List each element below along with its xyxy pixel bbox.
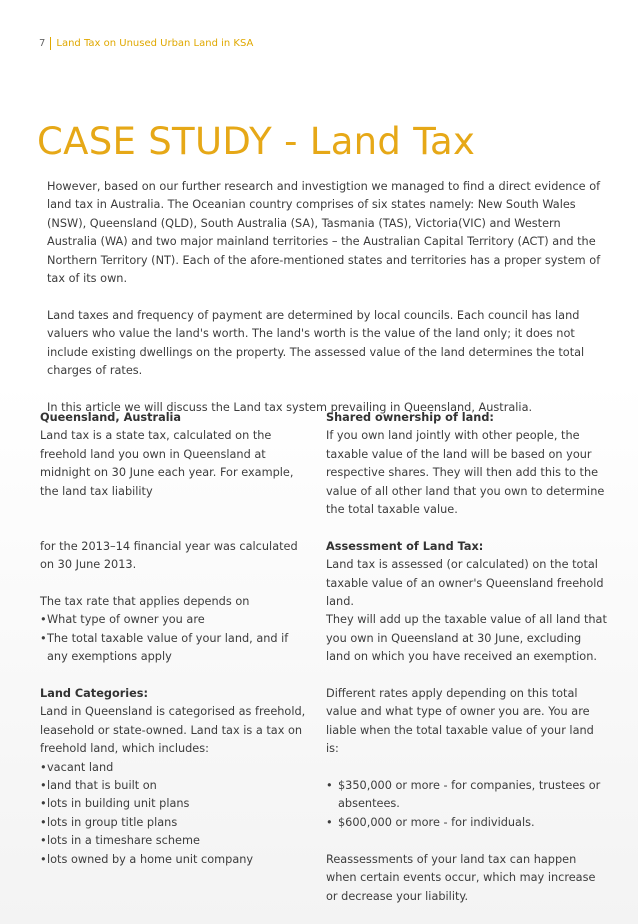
list-item: • vacant land (40, 759, 310, 777)
rate-factors-list (40, 611, 310, 666)
list-item: • What type of owner you are (40, 611, 310, 629)
shared-ownership-text: If you own land jointly with other people, the taxable value of the land will be based on your respective shares. They will then add this to the value of all other land that you own to determine the total taxable value. (326, 429, 605, 517)
list-item: • $350,000 or more - for companies, trustees or absentees. (326, 777, 608, 814)
assessment-text-2: They will add up the taxable value of all land that you own in Queensland at 30 June, excluding land on which you have received an exemption. (326, 613, 607, 664)
page-number: 7 (39, 38, 46, 49)
intro-paragraph-3: In this article we will discuss the Land tax system prevailing in Queensland, Australia. (47, 400, 533, 414)
intro-paragraph-2: Land taxes and frequency of payment are determined by local councils. Each council has land valuers who value the land's worth. The land's worth is the value of the land only; it does not include existing dwellings on the property. The assessed value of the land determines the total charges of rates. (47, 308, 585, 378)
queensland-heading: Queensland, Australia (40, 411, 182, 424)
land-categories-text: Land in Queensland is categorised as freehold, leasehold or state-owned. Land tax is a tax on freehold land, which includes: (40, 705, 306, 756)
rates-list (326, 777, 608, 832)
intro-paragraph-1: However, based on our further research and investigtion we managed to find a direct evidence of land tax in Australia. The Oceanian country comprises of six states namely: New South Wales (NSW), Queensland (QLD), South Australia (SA), Tasmania (TAS), Victoria(VIC) and Western Australia (WA) and two major mainland territories – the Australian Capital Territory (ACT) and the Northern Territory (NT). Each of the afore-mentioned states and territories has a proper system of tax of its own. (47, 180, 601, 286)
page-title: CASE STUDY - Land Tax (37, 120, 476, 163)
list-item: • $600,000 or more - for individuals. (326, 814, 608, 832)
right-column (326, 409, 608, 906)
list-item: • lots in a timeshare scheme (40, 832, 310, 850)
assessment-text: Land tax is assessed (or calculated) on the total taxable value of an owner's Queensland freehold land. (326, 558, 604, 609)
document-title: Land Tax on Unused Urban Land in KSA (56, 38, 254, 49)
list-item: • land that is built on (40, 777, 310, 795)
list-item: • lots in building unit plans (40, 795, 310, 813)
queensland-text: Land tax is a state tax, calculated on the freehold land you own in Queensland at midnight on 30 June each year. For example, the land tax liability (40, 429, 294, 498)
land-categories-heading: Land Categories: (40, 687, 149, 701)
list-item: • lots owned by a home unit company (40, 851, 310, 869)
reassessment-text: Reassessments of your land tax can happen when certain events occur, which may increase or decrease your liability. (326, 852, 596, 903)
queensland-text-continued: for the 2013–14 financial year was calculated on 30 June 2013. (40, 539, 298, 572)
page-header (39, 37, 253, 50)
left-column (40, 409, 310, 869)
list-item: • lots in group title plans (40, 814, 310, 832)
list-item: • The total taxable value of your land, and if any exemptions apply (40, 630, 310, 667)
intro-section (47, 178, 607, 436)
shared-ownership-heading: Shared ownership of land: (326, 411, 494, 424)
rates-text: Different rates apply depending on this total value and what type of owner you are. You are liable when the total taxable value of your land is: (326, 687, 594, 756)
header-divider (50, 37, 51, 50)
rate-intro: The tax rate that applies depends on (40, 595, 250, 609)
assessment-heading: Assessment of Land Tax: (326, 539, 484, 553)
land-categories-list (40, 759, 310, 869)
